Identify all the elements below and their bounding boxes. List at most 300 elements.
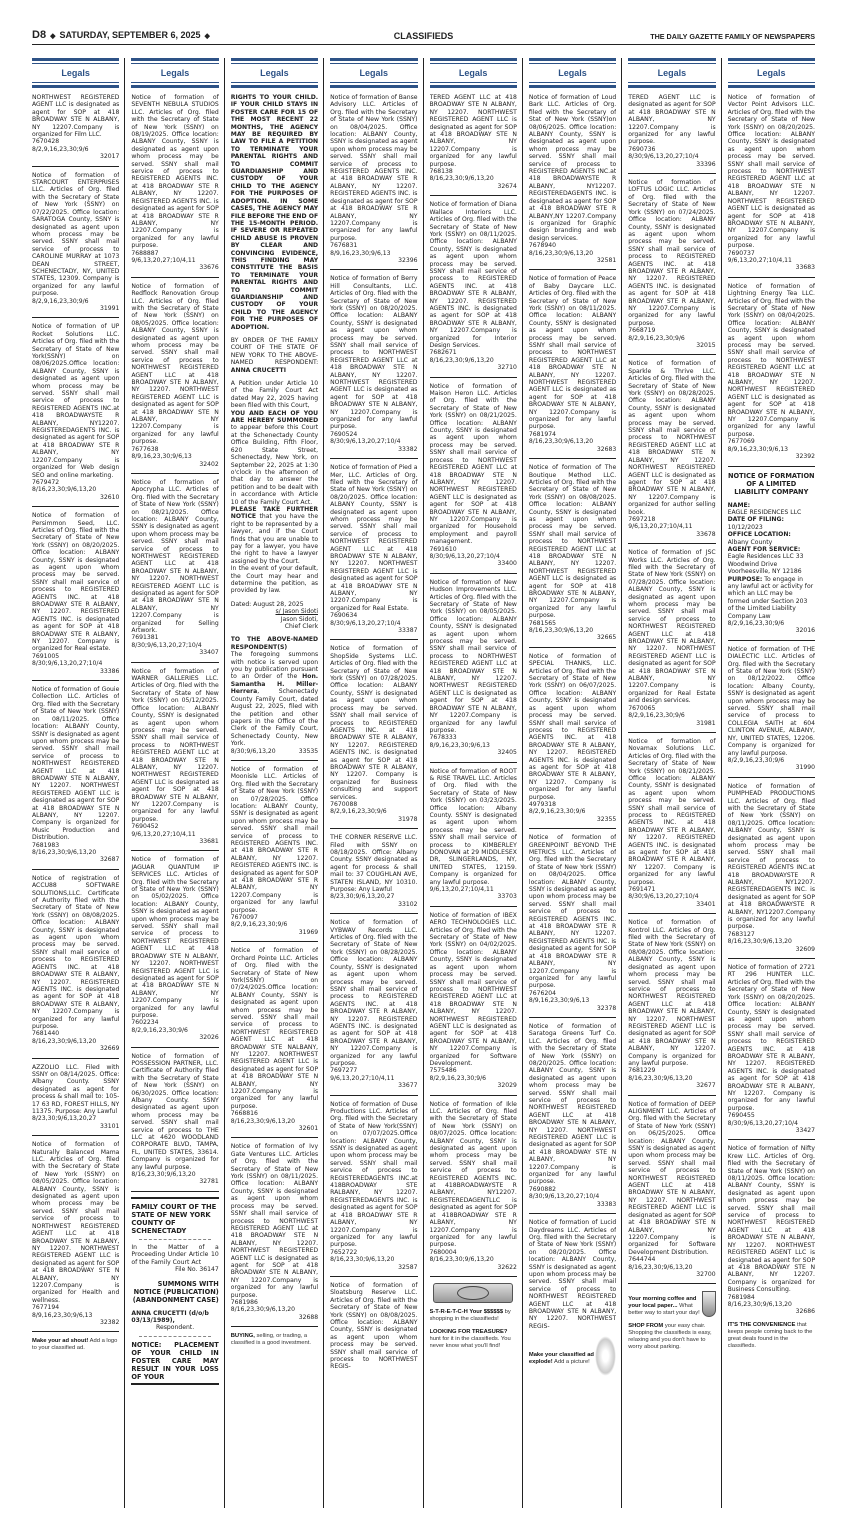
column-3 (231, 58, 318, 1508)
notice-text: Notice of formation of Loud Bark LLC. Articles of Org. filed with the Secretary of Stat of New York (SSNY)on 08/06/2025. Office location: ALBANY County, SSNY is designated as agent upon whom process may be served. SSNY shall mail service of process to REGISTERED AGENTS INC.at 418 BROADWAYSTE R ALBANY, NY12207. REGISTEREDAGENTS INC. is designated as agent for SOP at 418 BROADWAY STE R ALBANY,NY 12207.Company is organized for Graphic design branding and web design services. (528, 94, 617, 242)
notice-text: Notice of formation of Novamax Solutions LLC. Articles of Org. filed with the Secretary of State of New York (SSNY) on 08/21/2025. Office location: ALBANY County, SSNY is designated as agent upon whom process may be served. SSNY shall mail service of process to REGISTERED AGENTS INC. at 418 BROADWAY STE R ALBANY, NY 12207. REGISTERED AGENTS INC. is designated as agent for SOP at 418 BROADWAY STE R ALBANY, NY 12207. Company is organized for any lawful purpose. (628, 737, 716, 886)
notice-dates: 8/16,23,30;9/6,13,20 (429, 175, 494, 183)
respondent-name: ANNA CRUCETTI (230, 366, 286, 374)
notice-number: 32405 (497, 749, 517, 757)
promo-text: that keeps people coming back to the great deals found in the classifieds. (727, 1321, 813, 1349)
notice-dates: 8/9,16,23,30;9/6,13 (32, 1311, 93, 1319)
notice-number: 32396 (398, 256, 418, 264)
notice-text: Notice of formation of Berry Hill Consultants, LLC. Articles of Org. filed with the Secretary of State of New York (SSNY) on 08/20/2025. Office location: ALBANY County, SSNY is designated as agent upon whom process may be served. SSNY shall mail service of process to NORTHWEST REGISTERED AGENT LLC at 418 BROADWAY STE N ALBANY, NY 12207. NORTHWEST REGISTERED AGENT LLC is designated as agent for SOP at 418 BROADWAY STE N ALBANY, NY 12207.Company is organized for any lawful purpose. (330, 275, 418, 431)
summoned-rest: to appear before this Court at the Schenectady County Office Building, Fifth Floor, 620 State Street, Schenectady, New York, on September 22, 2025 at 1:30 o'clock in the afternoon of that day to answer the petition and to be dealt with in accordance with Article 10 of the Family Court Act. (230, 424, 319, 506)
notice-ref: 7678333 (429, 734, 457, 742)
legal-notice (32, 1141, 119, 1332)
notice-dates: 8/16,23,30;9/6,13,20 (429, 356, 494, 364)
llc-purpose (728, 576, 815, 620)
masthead-left (32, 29, 210, 41)
notice-number: 32029 (497, 1082, 517, 1090)
notice-number: 33102 (398, 900, 418, 908)
notice-ref: 4979318 (528, 800, 557, 808)
notice-text: Notice of formation of STARCOURT ENTERPRISES LLC. Articles of Org. filed with the Secretary of State of New York (SSNY) on 07/22/2025. Office location: SARATOGA County, SSNY is designated as agent upon whom process may be served. SSNY shall mail service of process to CAROLINE MURRAY at 1073 DEAN STREET, SCHENECTADY, NY, UNITED STATES, 12309. Company is organized for any lawful purpose. (32, 171, 120, 298)
notice-dates: 8/23,30;9/6,13,20,27 (330, 893, 395, 901)
to-text-a: The foregoing summons with notice is served upon you by publication pursuant to an Order of the (230, 651, 319, 681)
divider (139, 1336, 210, 1337)
legal-notice (728, 646, 815, 778)
legal-notice (529, 1023, 616, 1214)
judge-name: Hon. Samantha H. Miller-Herrera (230, 673, 319, 696)
llc-field-label: OFFICE LOCATION: (727, 531, 791, 539)
notice-number: 32587 (398, 1263, 418, 1271)
notice-dates: 8/9,16,23,30;9/6,13 (429, 741, 490, 749)
legal-notice (32, 1064, 119, 1137)
notice-dates: 8/9,16,23,30;9/6,13 (727, 445, 789, 453)
notice-ref: 7691005 (32, 652, 60, 660)
promo-bold: Make your ad shout! (32, 1338, 89, 1345)
legal-notice (330, 645, 417, 829)
notice-number: 33678 (696, 530, 716, 538)
notice-number: 33683 (795, 264, 815, 272)
column-7 (628, 58, 715, 1508)
notice-number: 33535 (298, 747, 319, 755)
legal-notice (728, 94, 815, 278)
family-court-summons (131, 1197, 218, 1385)
promo-blurb (628, 1323, 715, 1351)
notice-number: 32687 (99, 856, 120, 864)
legal-notice (32, 323, 119, 507)
notice-dates: 8/16,23,30;9/6,13,20 (429, 1256, 494, 1264)
page-number: D8 (32, 29, 47, 41)
legal-notice (529, 464, 616, 648)
file-number: File No. 36147 (175, 1266, 219, 1274)
legal-notice (231, 947, 318, 1138)
legals-header (628, 58, 715, 88)
notice-text: Notice of formation of PUMPHEAD PRODUCTIONS LLC. Articles of Org. filed with the Secretary of State of New York (SSNY) on 08/11/2025. Office location: ALBANY County, SSNY is designated as agent upon whom process may be served. SSNY shall mail service of process to REGISTERED AGENTS INC.at 418 BROADWAYSTE R ALBANY, NY12207. REGISTEREDAGENTS INC. is designated as agent for SOP at 418 BROADWAYSTE R ALBANY, NY12207.Company is organized for any lawful purpose. (727, 782, 815, 931)
legal-notice (131, 668, 218, 852)
notice-number: 33676 (199, 264, 219, 272)
notice-number: 32016 (795, 627, 815, 635)
notice-number: 33101 (99, 1122, 120, 1130)
promo-text: hunt for it in the classifieds. You never know what you'll find! (429, 1335, 511, 1349)
legals-label: Legals (359, 68, 389, 78)
notice-text: TERED AGENT LLC is designated as agent for SOP at 418 BROADWAY STE N ALBANY, NY 12207.Company is organized for any lawful purpose. (628, 94, 716, 146)
notice-text: Notice of formation of ROOT & RISE TRAVEL LLC. Articles of Org. filed with the Secretary of State of New York (SSNY) on 03/23/2025. Office location: Albany County. SSNY is designated as agent upon whom process may be served. SSNY shall mail service of process to KIMBERLEY DONOVAN at 29 MIDDLESEX DR, SLINGERLANDS, NY, UNITED STATES, 12159. Company is organized for any lawful purpose. (429, 767, 517, 886)
column-6 (529, 58, 616, 1508)
notice-dates: 9/6,13,20,27;10/4,11 (330, 1074, 395, 1082)
notice-number: 32683 (596, 445, 617, 453)
notice-number: 33400 (497, 560, 517, 568)
diamond-icon: ◆ (204, 33, 210, 40)
notice-ref: 7681986 (230, 1298, 258, 1306)
notice-text: Notice of formation of Moonisle LLC. Articles of Org. filed with the Secretary of State of New York (SSNY) on 07/28/2025. Office location: ALBANY County, SSNY is designated as agent upon whom process may be served. SSNY shall mail service of process to REGISTERED AGENTS INC. at 418 BROADWAY STE R ALBANY, NY 12207. REGISTERED AGENTS INC. is designated as agent for SOP at 418 BROADWAY STE R ALBANY, NY 12207.Company is organized for any lawful purpose. (230, 765, 319, 914)
notice-ref: 7681983 (32, 841, 60, 849)
further-notice (231, 506, 318, 565)
llc-field-label: DATE OF FILING: (727, 516, 784, 524)
llc-field-label: AGENT FOR SERVICE: (727, 545, 801, 553)
notice-number: 32402 (199, 460, 219, 468)
legal-notice (430, 912, 517, 1096)
notice-text: Notice of formation of Duse Productions LLC. Articles of Org. filed with the Secretary of State of New York(SSNY) on 07/07/2025.Office location: ALBANY County, SSNY is designated as agent upon whom process may be served. SSNY shall mail service of process to REGISTEREDAGENTS INC.at 418BROADWAY STE RALBANY, NY 12207. REGISTEREDAGENTS INC. is designated as agent for SOP at 418 BROADWAY STE R ALBANY, NY 12207.Company is organized for any lawful purpose. (330, 1100, 418, 1249)
promo-blurb (529, 1352, 596, 1366)
notice-number: 31991 (99, 304, 120, 312)
notice-ref: 7668816 (230, 1110, 258, 1118)
notice-text: Notice of formation of Ikle LLC. Articles of Org. filed with the Secretary of State of New York (SSNY) on 08/07/2025. Office location: ALBANY County, SSNY is designated as agent upon whom process may be served. SSNY shall mail service of process to REGISTERED AGENTS INC. at 418BROADWAYSTE R ALBANY, NY12207. REGISTEREDAGENTLLC is designated as agent for SOP at 418BROADWAY STE R ALBANY, NY 12207.Company is organized for any lawful purpose. (429, 1100, 517, 1249)
notice-text: Notice of formation of JAGUAR QUANTUM IP SERVICES LLC. Articles of Org. filed with the Secretary of State of New York (SSNY) on 05/02/2025. Office location: ALBANY County, SSNY is designated as agent upon whom process may be served. SSNY shall mail service of process to NORTHWEST REGISTERED AGENT LLC at 418 BROADWAY STE N ALBANY, NY 12207. NORTHWEST REGISTERED AGENT LLC is designated as agent for SOP at 418 BROADWAY STE N ALBANY, NY 12207.Company is organized for any lawful purpose. (131, 856, 219, 1019)
notice-text: Notice of formation of Kontrol LLC. Articles of Org. filed with the Secretary of State of New York (SSNY) on 08/08/2025. Office location: ALBANY County, SSNY is designated as agent upon whom process may be served. SSNY shall mail service of process to NORTHWEST REGISTERED AGENT LLC at 418 BROADWAY STE N ALBANY, NY 12207. NORTHWEST REGISTERED AGENT LLC is designated as agent for SOP at 418 BROADWAY STE N ALBANY, NY 12207. Company is organized for any lawful purpose. (628, 919, 716, 1067)
notice-dates: 8/2,9,16,23,30;9/6 (230, 921, 288, 929)
summons-title: SUMMONS WITH NOTICE (PUBLICATION) (ABANDONMENT CASE) (132, 1279, 219, 1304)
notice-number: 32026 (199, 1034, 219, 1042)
notice-ref: 7602234 (131, 1019, 159, 1027)
notice-text: Notice of formation of Banse Advisory LLC. Articles of Org. filed with the Secretary of State of New York (SSNY) on 08/04/2025. Office location: ALBANY County, SSNY is designated as agent upon whom process may be served. SSNY shall mail service of process to REGISTERED AGENTS INC. at 418 BROADWAY STE R ALBANY, NY 12207. REGISTERED AGENTS INC. is designated as agent for SOP at 418 BROADWAY STE R ALBANY, NY 12207.Company is organized for any lawful purpose. (330, 94, 418, 242)
notice-dates: 8/16,23,30;9/6,13,20 (32, 849, 97, 856)
notice-number: 32710 (497, 364, 517, 372)
notice-text: Notice of formation of Naturally Balanced Mama LLC. Articles of Org. filed with the Secretary of State of New York (SSNY) on 08/05/2025. Office location: ALBANY County, SSNY is designated as agent upon whom process may be served. SSNY shall mail service of process to NORTHWEST REGISTERED AGENT LLC at 418 BROADWAY STE N ALBANY, NY 12207. NORTHWEST REGISTERED AGENT LLC is designated as agent for SOP at 418 BROADWAY STE N ALBANY, NY 12207.Company is organized for Health and wellness. (32, 1141, 120, 1304)
legal-notice (231, 1143, 318, 1327)
notice-footer (231, 748, 318, 755)
legals-label: Legals (260, 68, 289, 78)
notice-ref: 7652722 (330, 1248, 358, 1256)
llc-title: NOTICE OF FORMATION OF A LIMITED LIABILITY COMPANY (728, 471, 815, 496)
legals-label: Legals (160, 68, 190, 78)
llc-field-value: 10/12/2023 (727, 523, 763, 531)
notice-dates: 8/9,16,23,30;9/6,13 (131, 453, 192, 461)
notice-text: Notice of formation of GREENPOINT BEYOND THE METRICS LLC. Articles of Org. filed with the Secretary of State of New York (SSNY) on 08/04/2025. Office location: ALBANY County, SSNY is designated as agent upon whom process may be served. SSNY shall mail service of process to REGISTERED AGENTS INC. at 418 BROADWAY STE R ALBANY, NY 12207. REGISTERED AGENTS INC. is designated as agent for SOP at 418 BROADWAY STE R ALBANY, NY 12207.Company is organized for any lawful purpose. (528, 834, 617, 990)
notice-number: 32781 (199, 1178, 219, 1186)
notice-dates: 8/2,9,16,23,30;9/6 (32, 297, 89, 305)
notice-ref: 7690882 (528, 1185, 557, 1193)
notice-number: 33681 (199, 838, 219, 845)
legals-label: Legals (757, 68, 786, 78)
legal-notice (330, 1101, 417, 1277)
notice-text: Notice of formation of Maison Heron LLC. Articles of Org. filed with the Secretary of State of New York (SSNY) on 08/21/2025. Office location: ALBANY County, SSNY is designated as agent upon whom process may be served. SSNY shall mail service of process to NORTHWEST REGISTERED AGENT LLC at 418 BROADWAY STE N ALBANY, NY 12207. NORTHWEST REGISTERED AGENT LLC is designated as agent for SOP at 418 BROADWAY STE N ALBANY, NY 12207.Company is organized for Household employment and payroll management. (429, 382, 517, 546)
notice-text: Notice of formation of JSC Works LLC. Articles of Org. filed with the Secretary of State of New York (SSNY) on 07/28/2025. Office location: ALBANY County, SSNY is designated as agent upon whom process may be served. SSNY shall mail service of process to NORTHWEST REGISTERED AGENT LLC at 418 BROADWAY STE N ALBANY, NY 12207. NORTHWEST REGISTERED AGENT LLC is designated as agent for SOP at 418 BROADWAY STE N ALBANY, NY 12207.Company is organized for Real Estate and design services. (628, 549, 716, 705)
promo-bold: S-T-R-E-T-C-H Your $$$$$$ (429, 1308, 504, 1315)
legal-notice (628, 738, 715, 914)
legal-notice (330, 94, 417, 270)
notice-dates: 8/16,23,30;9/6,13,20 (727, 1300, 792, 1308)
column-content (231, 58, 318, 1508)
column-content (32, 58, 119, 1508)
notice-text: Notice of formation of Sparkle & Thrive LLC. Articles of Org. filed with the Secretary of State of New York (SSNY) on 08/28/2025. Office location: ALBANY County, SSNY is designated as agent upon whom process may be served. SSNY shall mail service of process to NORTHWEST REGISTERED AGENT LLC at 418 BROADWAY STE N ALBANY, NY 12207. NORTHWEST REGISTERED AGENT LLC is designated as agent for SOP at 418 BROADWAY STE N ALBANY, NY 12207.Company is organized for author selling book. (628, 360, 716, 516)
notice-ref: 7681440 (32, 1030, 60, 1038)
notice-number: 32665 (596, 634, 617, 642)
notice-dates: 8/23,30;9/6,13,20,27 (32, 1115, 97, 1123)
notice-dates: 8/2,9,16,23,30;9/6 (330, 808, 387, 816)
legal-notice (32, 172, 119, 319)
notice-number: 32677 (696, 1082, 716, 1090)
notice-ref: 7690737 (727, 249, 755, 257)
notice-ref: 7677638 (131, 445, 159, 453)
notice-text: Notice of formation of Vector Point Advisors LLC. Articles of Org. filed with the Secretary of State of New York (SSNY) on 08/20/2025. Office location: ALBANY County, SSNY is designated as agent upon whom process may be served. SSNY shall mail service of process to NORTHWEST REGISTERED AGENT LLC at 418 BROADWAY STE N ALBANY, NY 12207. NORTHWEST REGISTERED AGENT LLC is designated as agent for SOP at 418 BROADWAY STE N ALBANY, NY 12207.Company is organized for any lawful purpose. (727, 94, 815, 250)
promo-blurb (32, 1338, 119, 1352)
notice-dates: 8/30;9/6,13,20,27;10/4 (330, 619, 401, 627)
notice-number: 31978 (398, 815, 418, 823)
notice-number: 33427 (795, 1127, 815, 1134)
notice-ref: 7690452 (131, 823, 159, 831)
notice-dates: 8/16,23,30;9/6,13,20 (528, 438, 594, 446)
notice-text: Notice of formation of ShopSide Systems LLC. Articles of Org. filed with the Secretary of State of New York (SSNY) on 07/28/2025. Office location: ALBANY County, SSNY is designated as agent upon whom process may be served. SSNY shall mail service of process to REGISTERED AGENTS INC. at 418 BROADWAY STE R ALBANY, NY 12207. REGISTERED AGENTS INC. is designated as agent for SOP at 418 BROADWAY STE R ALBANY, NY 12207. Company is organized for Business consulting and support services. (330, 645, 418, 801)
notice-number: 32355 (596, 815, 617, 823)
notice-text: Notice of formation of LOFTUS LOGIC LLC. Articles of Org. filed with the Secretary of State of New York (SSNY) on 07/24/2025. Office location: ALBANY County, SSNY is designated as agent upon whom process may be served. SSNY shall mail service of process to REGISTERED AGENTS INC. at 418 BROADWAY STE R ALBANY, NY 12207. REGISTERED AGENTS INC. is designated as agent for SOP at 418 BROADWAY STE R ALBANY, NY 12207.Company is organized for any lawful purpose. (628, 179, 716, 327)
llc-purpose-label: PURPOSE: (727, 575, 763, 583)
notice-dates: 8/30;9/6,13,20,27;10/4 (32, 660, 103, 668)
notice-dates: 8/2,9,16,23,30;9/6 (727, 756, 785, 764)
notice-dates: 8/16,23,30;9/6,13,20 (628, 1263, 693, 1271)
notice-number: 32392 (795, 453, 815, 461)
notice-text: Notice of formation of Nifty Krew LLC. Articles of Org. filed with the Secretary of State of New York (SSNY) on 08/11/2025. Office location: ALBANY County, SSNY is designated as agent upon whom process may be served. SSNY shall mail service of process to NORTHWEST REGISTERED AGENT LLC at 418 BROADWAY STE N ALBANY, NY 12207. NORTHWEST REGISTERED AGENT LLC is designated as agent for SOP at 418 BROADWAY STE N ALBANY, NY 12207. Company is organized for Business Consulting. (727, 1145, 815, 1294)
explode-promo (529, 1336, 616, 1376)
notice-dates: 8/30;9/6,13,20,27;10/4 (330, 438, 401, 446)
column-8 (728, 58, 815, 1508)
placement-notice-head: NOTICE: PLACEMENT OF YOUR CHILD IN FOSTER CARE MAY RESULT IN YOUR LOSS OF YOUR (131, 1341, 218, 1385)
legals-header (529, 58, 616, 88)
notice-ref: 7681984 (727, 1293, 755, 1301)
issue-date: SATURDAY, SEPTEMBER 6, 2025 (59, 30, 201, 40)
promo-bold: LOOKING FOR TREASURE? (429, 1328, 508, 1335)
notice-text: Notice of formation of WARNER GALLERIES LLC. Articles of Org. filed with the Secretary of State of New York (SSNY) on 05/12/2025. Office location: ALBANY County, SSNY is designated as agent upon whom process may be served. SSNY shall mail service of process to NORTHWEST REGISTERED AGENT LLC at 418 BROADWAY STE N ALBANY, NY 12207. NORTHWEST REGISTERED AGENT LLC is designated as agent for SOP at 418 BROADWAY STE N ALBANY, NY 12207.Company is organized for any lawful purpose. (131, 667, 219, 823)
notice-text: Notice of formation of Apocrypha LLC. Articles of Org. filed with the Secretary of State of New York (SSNY) on 08/21/2025. Office location: ALBANY County, SSNY is designated as agent upon whom process may be served. SSNY shall mail service of process to NORTHWEST REGISTERED AGENT LLC at 418 BROADWAY STE N ALBANY, NY 12207. NORTHWEST REGISTERED AGENT LLC is designated as agent for SOP at 418 BROADWAY STE N ALBANY, NY 12207.Company is organized for Selling Artwork. (131, 478, 219, 635)
starburst-icon (595, 1336, 616, 1376)
notice-ref: 7682671 (429, 349, 457, 357)
legal-notice (529, 834, 616, 1018)
section-title: CLASSIFIEDS (393, 31, 454, 41)
notice-number: 32017 (99, 153, 120, 161)
column-content (430, 58, 517, 1508)
notice-number: 32674 (497, 182, 517, 190)
column-2 (131, 58, 218, 1508)
notice-ref: 7644744 (628, 1256, 656, 1264)
notice-text: AZZOLIO LLC. Filed with SSNY on 08/14/2025. Office: Albany County. SSNY designated as agent for process & shall mail to: 105-17 63 RD, FOREST HILLS, NY 11375. Purpose: Any Lawful (32, 1063, 120, 1115)
legals-header (131, 58, 218, 88)
legal-notice (430, 1101, 517, 1277)
column-content (131, 58, 218, 1508)
legals-header (430, 58, 517, 88)
notice-text: Notice of formation of Gouie Collection LLC. Articles of Org. filed with the Secretary of State of New York (SSNY) on 08/11/2025. Office location: ALBANY County, SSNY is designated as agent upon whom process may be served. SSNY shall mail service of process to NORTHWEST REGISTERED AGENT LLC at 418 BROADWAY STE N ALBANY, NY 12207. NORTHWEST REGISTERED AGENT LLC is designated as agent for SOP at 418 BROADWAY STE N ALBANY, NY 12207. Company is organized for Music Production and Distribution. (32, 686, 120, 842)
notice-dates: 8/2,9,16,23,30;9/6 (628, 334, 685, 342)
notice-ref: 7683127 (727, 930, 755, 938)
legals-header (231, 58, 318, 88)
notice-number: 32700 (696, 1270, 716, 1278)
legals-label: Legals (458, 68, 488, 78)
legals-label: Legals (657, 68, 687, 78)
notice-ref: 7690736 (628, 145, 656, 153)
notice-dates: 8/16,23,30;9/6,13,20 (32, 1037, 97, 1045)
notice-dates: 8/16,23,30;9/6,13,20 (32, 486, 97, 494)
notice-number: 33407 (199, 649, 219, 657)
legals-header (330, 58, 417, 88)
notice-ref: 7697218 (628, 515, 656, 523)
legal-notice (628, 360, 715, 544)
notice-ref: 7688887 (131, 249, 159, 257)
notice-number: 33386 (99, 667, 120, 675)
notice-dates: 9/6,13,20,27;10/4,11 (727, 256, 792, 264)
legal-notice (628, 1101, 715, 1285)
legal-notice (131, 479, 218, 663)
notice-ref: 7691471 (628, 886, 656, 894)
notice-ref: 7679472 (32, 478, 60, 486)
notice-dates: 8/30;9/6,13,20,27;10/4 (628, 893, 699, 901)
notice-text: Notice of formation of Lightning Energy Tea LLC. Articles of Org. filed with the Secretary of State of New York (SSNY) on 08/04/2025. Office location: ALBANY County, SSNY is designated as agent upon whom process may be served. SSNY shall mail service of process to NORTHWEST REGISTERED AGENT LLC at 418 BROADWAY STE N ALBANY, NY 12207. NORTHWEST REGISTERED AGENT LLC is designated as agent for SOP at 418 BROADWAY STE N ALBANY, NY 12207.Company is organized for any lawful purpose. (727, 282, 815, 438)
legal-notice (430, 768, 517, 907)
legals-header (32, 58, 119, 88)
notice-text: THE CORNER RESERVE LLC. Filed with SSNY on 08/18/2025. Office: Albany County. SSNY designated as agent for process & shall mail to: 37 COUGHLAN AVE, STATEN ISLAND, NY 10310. Purpose: Any Lawful (330, 834, 418, 894)
notice-number: 31969 (298, 928, 319, 936)
legal-notice (131, 94, 218, 278)
notice-ref: 7677069 (727, 438, 755, 446)
dated-line: Dated: August 28, 2025 (230, 600, 304, 608)
notice-ref: 7677194 (32, 1304, 60, 1312)
notice-number: 33401 (696, 900, 716, 908)
legal-notice (131, 1053, 218, 1192)
legal-notice (330, 919, 417, 1095)
notice-text: TERED AGENT LLC at 418 BROADWAY STE N ALBANY, NY 12207. NORTHWEST REGISTERED AGENT LLC is designated as agent for SOP at 418 BROADWAY STE N ALBANY, NY 12207.Company is organized for any lawful purpose. (429, 94, 517, 168)
notice-dates: 8/2,9,16,23,30;9/6 (32, 145, 89, 153)
notice-text: Notice of formation of The Boutique Method LLC. Articles of Org. filed with the Secretary of State of New York (SSNY) on 08/08/2025. Office location: ALBANY County, SSNY is designated as agent upon whom process may be served. SSNY shall mail service of process to NORTHWEST REGISTERED AGENT LLC at 418 BROADWAY STE N ALBANY, NY 12207. NORTHWEST REGISTERED AGENT LLC is designated as agent for SOP at 418 BROADWAY STE N ALBANY, NY 12207.Company is organized for any lawful purpose. (528, 464, 617, 620)
notice-dates: 8/30;9/6,13,20,27;10/4 (727, 1119, 798, 1127)
notice-dates: 8/2,9,16,23,30;9/6 (528, 808, 586, 816)
legal-notice (728, 1145, 815, 1315)
notice-text: Notice of formation of UP Rocket Solutions LLC. Articles of Org. filed with the Secretary of State of New York(SSNY) on 08/06/2025.Office location: ALBANY County, SSNY is designated as agent upon whom process may be served. SSNY shall mail service of process to REGISTERED AGENTS INC.at 418 BROADWAYSTE R ALBANY, NY12207. REGISTEREDAGENTS INC. is designated as agent for SOP at 418 BROADWAY STE R ALBANY, NY 12207.Company is organized for Web design SEO and online marketing. (32, 323, 120, 479)
notice-number: 31990 (795, 764, 815, 772)
legal-notice (529, 653, 616, 829)
notice-text: Notice of formation of POSSESSION PARTNER, LLC. Certificate of Authority filed with the Secretary of State of New York (SSNY) on 06/30/2025. Office location: Albany County. SSNY designated as agent upon whom process may be served. SSNY shall mail service of process to THE LLC at 4620 WOODLAND CORPORATE BLVD, TAMPA, FL, UNITED STATES, 33614. Company is organized for any lawful purpose. (131, 1052, 219, 1171)
notice-text: Notice of formation of Diana Wallace Interiors LLC. Articles of Org. filed with the Secretary of State of New York (SSNY) on 08/11/2025. Office location: ALBANY County, SSNY is designated as agent upon whom process may be served. SSNY shall mail service of process to REGISTERED AGENTS INC. at 418 BROADWAY STE R ALBANY, NY 12207. REGISTERED AGENTS INC. is designated as agent for SOP at 418 BROADWAY STE R ALBANY, NY 12207.Company is organized for Interior Design Services. (429, 201, 517, 349)
coffee-cup-icon (702, 1291, 715, 1317)
legal-notice (32, 512, 119, 681)
court-title: FAMILY COURT OF THE STATE OF NEW YORK COUNTY OF SCHENECTADY (131, 1202, 217, 1235)
notice-ref: 7681229 (628, 1067, 656, 1075)
notice-text: Notice of formation of Lucid Daydreams LLC. Articles of Org. filed with the Secretary of State of New York (SSNY) on 08/20/2025. Office location: ALBANY County, SSNY is designated as agent upon whom process may be served. SSNY shall mail service of process to NORTHWEST REGISTERED AGENT LLC at 418 BROADWAY STE N ALBANY, NY 12207. NORTHWEST REGIS- (528, 1219, 617, 1330)
notice-text: Notice of formation of New Hudson Improvements LLC. Articles of Org. filed with the Secretary of State of New York (SSNY) on 08/05/2025. Office location: ALBANY County, SSNY is designated as agent upon whom process may be served. SSNY shall mail service of process to NORTHWEST REGISTERED AGENT LLC at 418 BROADWAY STE N ALBANY, NY 12207. NORTHWEST REGISTERED AGENT LLC is designated as agent for SOP at 418 BROADWAY STE N ALBANY, NY 12207.Company is organized for any lawful purpose. (429, 578, 517, 734)
promo-text: Add a logo to your classified ad. (32, 1338, 118, 1352)
notice-number: 32609 (795, 945, 815, 953)
classified-columns (32, 58, 815, 1508)
legal-notice (529, 94, 616, 270)
notice-dates: 8/2,9,16,23,30;9/6 (131, 1026, 188, 1034)
notice-ref: 7670428 (32, 138, 60, 146)
notice-ref: 7678940 (528, 242, 557, 250)
notice-number: 33703 (497, 893, 517, 901)
notice-dates: 8/16,23,30;9/6,13,20 (230, 1306, 296, 1314)
notice-dates: 8/9,16,23,30;9/6,13 (528, 997, 590, 1005)
notice-number: 33383 (596, 1200, 617, 1208)
llc-field-label: NAME: (727, 501, 751, 509)
court-summons-continued (231, 94, 318, 761)
column-4 (330, 58, 417, 1508)
notice-dates: 9/6,13,20,27;10/4,11 (628, 523, 693, 531)
notice-text: Notice of formation of SPECIAL THANKS, LLC. Articles of Org. filed with the Secretary of State of New York (SSNY) on 06/07/2025. Office location: ALBANY County, SSNY is designated as agent upon whom process may be served. SSNY shall mail service of process to REGISTERED AGENTS INC. at 418 BROADWAY STE R ALBANY, NY 12207. REGISTERED AGENTS INC. is designated as agent for SOP at 418 BROADWAY STE R ALBANY, NY 12207. Company is organized for any lawful purpose. (528, 652, 617, 801)
notice-number: 32601 (298, 1125, 319, 1133)
notice-dates: 8/2,9,16,23,30;9/6 (628, 712, 685, 720)
respondent-name: ANNA CRUCETTI (d/o/b 03/13/1989), (131, 1309, 209, 1324)
column-content (529, 58, 616, 1508)
notice-dates: 8/30;9/6,13,20,27;10/4 (429, 552, 500, 560)
notice-ref: 7681974 (528, 430, 557, 438)
llc-field-value: Albany County (727, 538, 773, 546)
stretch-dollar-image (430, 1283, 517, 1303)
notice-text: Notice of formation of Sloatsburg Reserve LLC. Articles of Org. filed with the Secretary of State of New York (SSNY) on 08/08/2025. Office location: ALBANY County, SSNY is designated as agent upon whom process may be served. SSNY shall mail service of process to NORTHWEST REGIS- (330, 1281, 418, 1371)
publisher-name: THE DAILY GAZETTE FAMILY OF NEWSPAPERS (650, 32, 815, 41)
notice-text: Notice of registration of ACCU88 SOFTWARE SOLUTIONS,LLC. Certificate of Authority filed with the Secretary of State of New York (SSNY) on 08/08/2025. Office location: ALBANY County, SSNY is designated as agent upon whom process may be served. SSNY shall mail service of process to REGISTERED AGENTS INC. at 418 BROADWAY STE R ALBANY, NY 12207. REGISTERED AGENTS INC. is designated as agent for SOP at 418 BROADWAY STE R ALBANY, NY 12207.Company is organized for any lawful purpose. (32, 874, 120, 1030)
petition-text: A Petition under Article 10 of the Family Court Act dated May 22, 2025 having been filed with this Court, (230, 380, 319, 410)
promo-blurb (728, 1322, 815, 1350)
legal-notice (628, 919, 715, 1095)
notice-ref: 7691610 (429, 545, 457, 553)
legal-notice (32, 875, 119, 1059)
promo-bold: SHOP FROM (628, 1323, 664, 1330)
promo-text: What better way to start your day! (628, 1303, 700, 1317)
legal-notice (330, 275, 417, 459)
notice-ref: 7670088 (330, 800, 358, 808)
llc-field-value: EAGLE RESIDENCES LLC (727, 508, 802, 516)
notice-dates: 8/30;9/6,13,20,27;10/4 (628, 153, 699, 161)
legal-notice (131, 856, 218, 1047)
promo-text: by shopping in the classifieds! (429, 1308, 511, 1322)
notice-dates: 8/2,9,16,23,30;9/6 (429, 1074, 487, 1082)
matter-text: In the Matter of a Proceeding Under Article 10 of the Family Court Act (131, 1243, 219, 1266)
summoned-bold: YOU AND EACH OF YOU ARE HEREBY SUMMONED (230, 409, 319, 425)
notice-text: Notice of formation of Redflock Renovation Group LLC. Articles of Org. filed with the Secretary of State of New York (SSNY) on 08/05/2025. Office location: ALBANY County, SSNY is designated as agent upon whom process may be served. SSNY shall mail service of process to NORTHWEST REGISTERED AGENT LLC at 418 BROADWAY STE N ALBANY, NY 12207. NORTHWEST REGISTERED AGENT LLC is designated as agent for SOP at 418 BROADWAY STE N ALBANY, NY 12207.Company is organized for any lawful purpose. (131, 282, 219, 446)
legal-notice (131, 283, 218, 474)
notice-text: NORTHWEST REGISTERED AGENT LLC is designated as agent for SOP at 418 BROADWAY STE N ALBANY, NY 12207.Company is organized for Film LLC. (32, 94, 120, 139)
notice-dates: 9/6,13,20,27;10/4,11 (429, 886, 494, 894)
court-order (231, 337, 318, 374)
respondent-label: Respondent. (155, 1324, 195, 1332)
notice-dates: 8/30;9/6,13,20 (230, 747, 276, 755)
promo-text: Add a picture! (552, 1359, 590, 1366)
further-bold: PLEASE TAKE FURTHER NOTICE (230, 505, 319, 521)
notice-ref: 7690455 (727, 1112, 755, 1120)
legal-notice (728, 283, 815, 467)
notice-ref: 7681565 (528, 619, 557, 627)
to-text-b: , Schenectady County Family Court, dated August 22, 2025, filed with the petition and other papers in the Office of the Clerk of the Family Court, Schenectady County, New York. (230, 688, 319, 748)
notice-text: Notice of formation of Saratoga Greens Turf Co. LLC. Articles of Org. filed with the Secretary of State of New York (SSNY) on 08/20/2025. Office location: ALBANY County, SSNY is designated as agent upon whom process may be served. SSNY shall mail service of process to NORTHWEST REGISTERED AGENT LLC at 418 BROADWAY STE N ALBANY, NY 12207. NORTHWEST REGISTERED AGENT LLC is designated as agent for SOP at 418 BROADWAY STE N ALBANY, NY 12207.Company is organized for any lawful purpose. (528, 1022, 617, 1186)
promo-bold: Make your classified ad explode! (528, 1352, 594, 1366)
llc-formation-notice (728, 472, 815, 641)
notice-ref: 7697277 (330, 1067, 358, 1075)
notice-ref: 7670065 (628, 704, 656, 712)
notice-ref: 7575486 (429, 1067, 457, 1075)
foster-warning: RIGHTS TO YOUR CHILD. IF YOUR CHILD STAYS IN FOSTER CARE FOR 15 OF THE MOST RECENT 22 MONTHS, THE AGENCY MAY BE REQUIRED BY LAW TO FILE A PETITION TO TERMINATE YOUR PARENTAL RIGHTS AND TO COMMIT GUARDIANSHIP AND CUSTODY OF YOUR CHILD TO THE AGENCY FOR THE PURPOSES OF ADOPTION. IN SOME CASES, THE AGENCY MAY FILE BEFORE THE END OF THE 15-MONTH PERIOD. IF SEVERE OR REPEATED CHILD ABUSE IS PROVEN BY CLEAR AND CONVINCING EVIDENCE, THIS FINDING MAY CONSTITUTE THE BASIS TO TERMINATE YOUR PARENTAL RIGHTS AND TO COMMIT GUARDIANSHIP AND CUSTODY OF YOUR CHILD TO THE AGENCY FOR THE PURPOSES OF ADOPTION. (230, 94, 319, 331)
notice-text: Notice of formation of VYBWAV Records LLC. Articles of Org. filed with the Secretary of State of New York (SSNY) on 08/28/2025. Office location: ALBANY County, SSNY is designated as agent upon whom process may be served. SSNY shall mail service of process to REGISTERED AGENTS INC. at 418 BROADWAY STE R ALBANY, NY 12207. REGISTERED AGENTS INC. is designated as agent for SOP at 418 BROADWAY STE R ALBANY, NY 12207.Company is organized for any lawful purpose. (330, 919, 418, 1067)
column-content (628, 58, 715, 1508)
column-1 (32, 58, 119, 1508)
legal-notice (330, 1282, 417, 1371)
legal-notice (430, 201, 517, 377)
notice-number: 32581 (596, 256, 617, 264)
signer-name: Jason Sidoti, (280, 615, 319, 623)
notice-number: 33677 (398, 1082, 418, 1090)
notice-number: 33396 (696, 160, 716, 168)
column-5 (430, 58, 517, 1508)
notice-dates: 8/9,16,23,30;9/6,13 (330, 249, 391, 257)
legal-notice (728, 783, 815, 959)
legal-notice (32, 686, 119, 870)
masthead (32, 27, 815, 45)
default-text: In the event of your default, the Court may hear and determine the petition, as provided by law. (230, 565, 319, 595)
promo-bold: IT'S THE CONVENIENCE (727, 1321, 796, 1328)
coffee-promo (628, 1290, 715, 1317)
notice-dates: 8/16,23,30;9/6,13,20 (528, 627, 594, 635)
notice-number: 32622 (497, 1263, 517, 1271)
further-rest: that you have the right to be represented by a lawyer, and if the Court finds that you are unable to pay for a lawyer, you have the right to have a lawyer assigned by the Court. (230, 513, 319, 565)
order-prefix: BY ORDER OF THE FAMILY COURT OF THE STATE OF NEW YORK TO THE ABOVE-NAMED RESPONDENT: (230, 337, 319, 367)
notice-dates: 9/6,13,20,27;10/4,11 (131, 830, 196, 838)
to-respondent-head: TO THE ABOVE-NAMED RESPONDENT(S) (230, 636, 319, 651)
legal-notice (231, 766, 318, 942)
promo-blurb (231, 1333, 318, 1347)
legal-notice (529, 275, 616, 459)
notice-ref: 7676204 (528, 989, 557, 997)
notice-dates: 8/30;9/6,13,20,27;10/4 (528, 1193, 600, 1201)
